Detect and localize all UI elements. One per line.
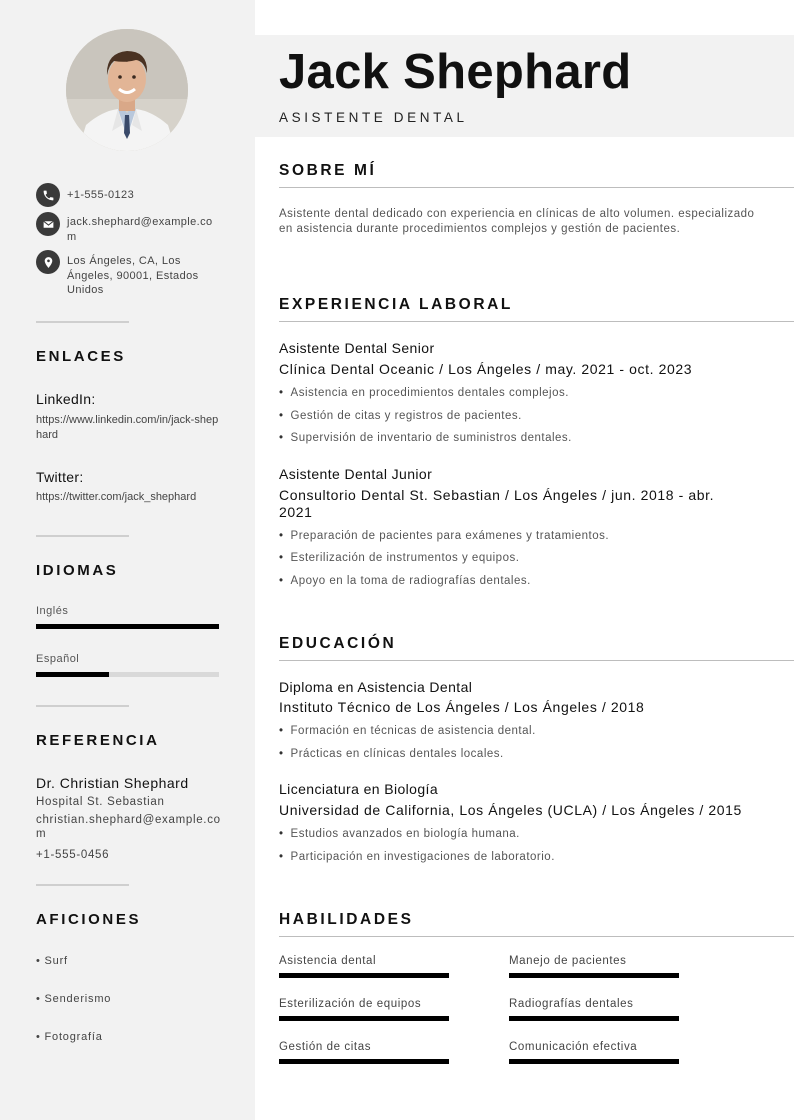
language-level-bar — [36, 672, 219, 677]
job-bullet: • Gestión de citas y registros de pacientes. — [279, 410, 522, 422]
education-institution: Universidad de California, Los Ángeles (UCLA) / Los Ángeles / 2015 — [279, 802, 742, 818]
linkedin-label: LinkedIn: — [36, 391, 96, 407]
main-content — [255, 0, 794, 1120]
education-degree: Licenciatura en Biología — [279, 781, 439, 797]
job-bullet: • Esterilización de instrumentos y equipos. — [279, 552, 519, 564]
skill-level-bar — [509, 973, 679, 978]
section-rule — [279, 936, 794, 937]
section-rule — [279, 660, 794, 661]
skill-level-bar — [279, 973, 449, 978]
skill-label: Radiografías dentales — [509, 998, 634, 1010]
contact-email — [36, 212, 219, 244]
job-position: Asistente Dental Junior — [279, 466, 433, 482]
contact-address — [36, 250, 219, 298]
experience-heading: EXPERIENCIA LABORAL — [279, 296, 513, 313]
skill-level-bar — [509, 1059, 679, 1064]
divider — [36, 535, 129, 537]
sidebar — [0, 0, 255, 1120]
job-bullet: • Apoyo en la toma de radiografías dentales. — [279, 575, 531, 587]
twitter-link[interactable]: https://twitter.com/jack_shephard — [36, 491, 197, 503]
phone-icon — [36, 183, 60, 207]
job-company: Consultorio Dental St. Sebastian / Los Ángeles / jun. 2018 - abr. 2021 — [279, 487, 715, 520]
about-text: Asistente dental dedicado con experiencia en clínicas de alto volumen. especializado en asistencia durante procedimientos complejos y gestión de pacientes. — [279, 208, 755, 235]
skill-label: Esterilización de equipos — [279, 998, 422, 1010]
divider — [36, 884, 129, 886]
language-level-fill — [36, 672, 109, 677]
skill-label: Comunicación efectiva — [509, 1041, 638, 1053]
skill-level-bar — [279, 1059, 449, 1064]
section-rule — [279, 321, 794, 322]
email-address[interactable]: jack.shephard@example.com — [67, 216, 213, 243]
skill-label: Manejo de pacientes — [509, 955, 627, 967]
education-bullet: • Prácticas en clínicas dentales locales. — [279, 748, 504, 760]
education-heading: EDUCACIÓN — [279, 635, 397, 652]
reference-phone: +1-555-0456 — [36, 849, 110, 861]
job-bullet: • Asistencia en procedimientos dentales complejos. — [279, 387, 569, 399]
skill-label: Gestión de citas — [279, 1041, 372, 1053]
candidate-name: Jack Shephard — [279, 45, 632, 99]
skills-heading: HABILIDADES — [279, 911, 414, 928]
reference-email[interactable]: christian.shephard@example.com — [36, 814, 221, 840]
job-bullet: • Preparación de pacientes para exámenes y tratamientos. — [279, 530, 609, 542]
education-institution: Instituto Técnico de Los Ángeles / Los Ángeles / 2018 — [279, 699, 645, 715]
language-label: Español — [36, 653, 80, 665]
twitter-label: Twitter: — [36, 469, 84, 485]
hobby-item: • Surf — [36, 955, 68, 967]
skill-label: Asistencia dental — [279, 955, 377, 967]
language-level-bar — [36, 624, 219, 629]
address-text: Los Ángeles, CA, Los Ángeles, 90001, Estados Unidos — [67, 255, 199, 296]
education-bullet: • Participación en investigaciones de laboratorio. — [279, 851, 555, 863]
reference-heading: REFERENCIA — [36, 732, 160, 749]
section-rule — [279, 187, 794, 188]
about-heading: SOBRE MÍ — [279, 162, 377, 179]
hobby-item: • Fotografía — [36, 1031, 103, 1043]
phone-number: +1-555-0123 — [67, 189, 135, 201]
education-bullet: • Estudios avanzados en biología humana. — [279, 828, 520, 840]
language-label: Inglés — [36, 605, 69, 617]
job-bullet: • Supervisión de inventario de suministros dentales. — [279, 432, 572, 444]
job-title: ASISTENTE DENTAL — [279, 110, 468, 125]
linkedin-link[interactable]: https://www.linkedin.com/in/jack-shephard — [36, 414, 219, 441]
job-company: Clínica Dental Oceanic / Los Ángeles / may. 2021 - oct. 2023 — [279, 361, 693, 377]
reference-company: Hospital St. Sebastian — [36, 796, 165, 808]
education-degree: Diploma en Asistencia Dental — [279, 679, 473, 695]
skill-level-bar — [509, 1016, 679, 1021]
location-pin-icon — [36, 250, 60, 274]
divider — [36, 705, 129, 707]
languages-heading: IDIOMAS — [36, 562, 119, 579]
education-bullet: • Formación en técnicas de asistencia dental. — [279, 725, 536, 737]
contact-phone — [36, 183, 219, 207]
language-level-fill — [36, 624, 219, 629]
envelope-icon — [36, 212, 60, 236]
skill-level-bar — [279, 1016, 449, 1021]
reference-name: Dr. Christian Shephard — [36, 775, 189, 791]
divider — [36, 321, 129, 323]
profile-photo — [66, 29, 188, 151]
links-heading: ENLACES — [36, 348, 126, 365]
hobby-item: • Senderismo — [36, 993, 112, 1005]
hobbies-heading: AFICIONES — [36, 911, 142, 928]
job-position: Asistente Dental Senior — [279, 340, 435, 356]
